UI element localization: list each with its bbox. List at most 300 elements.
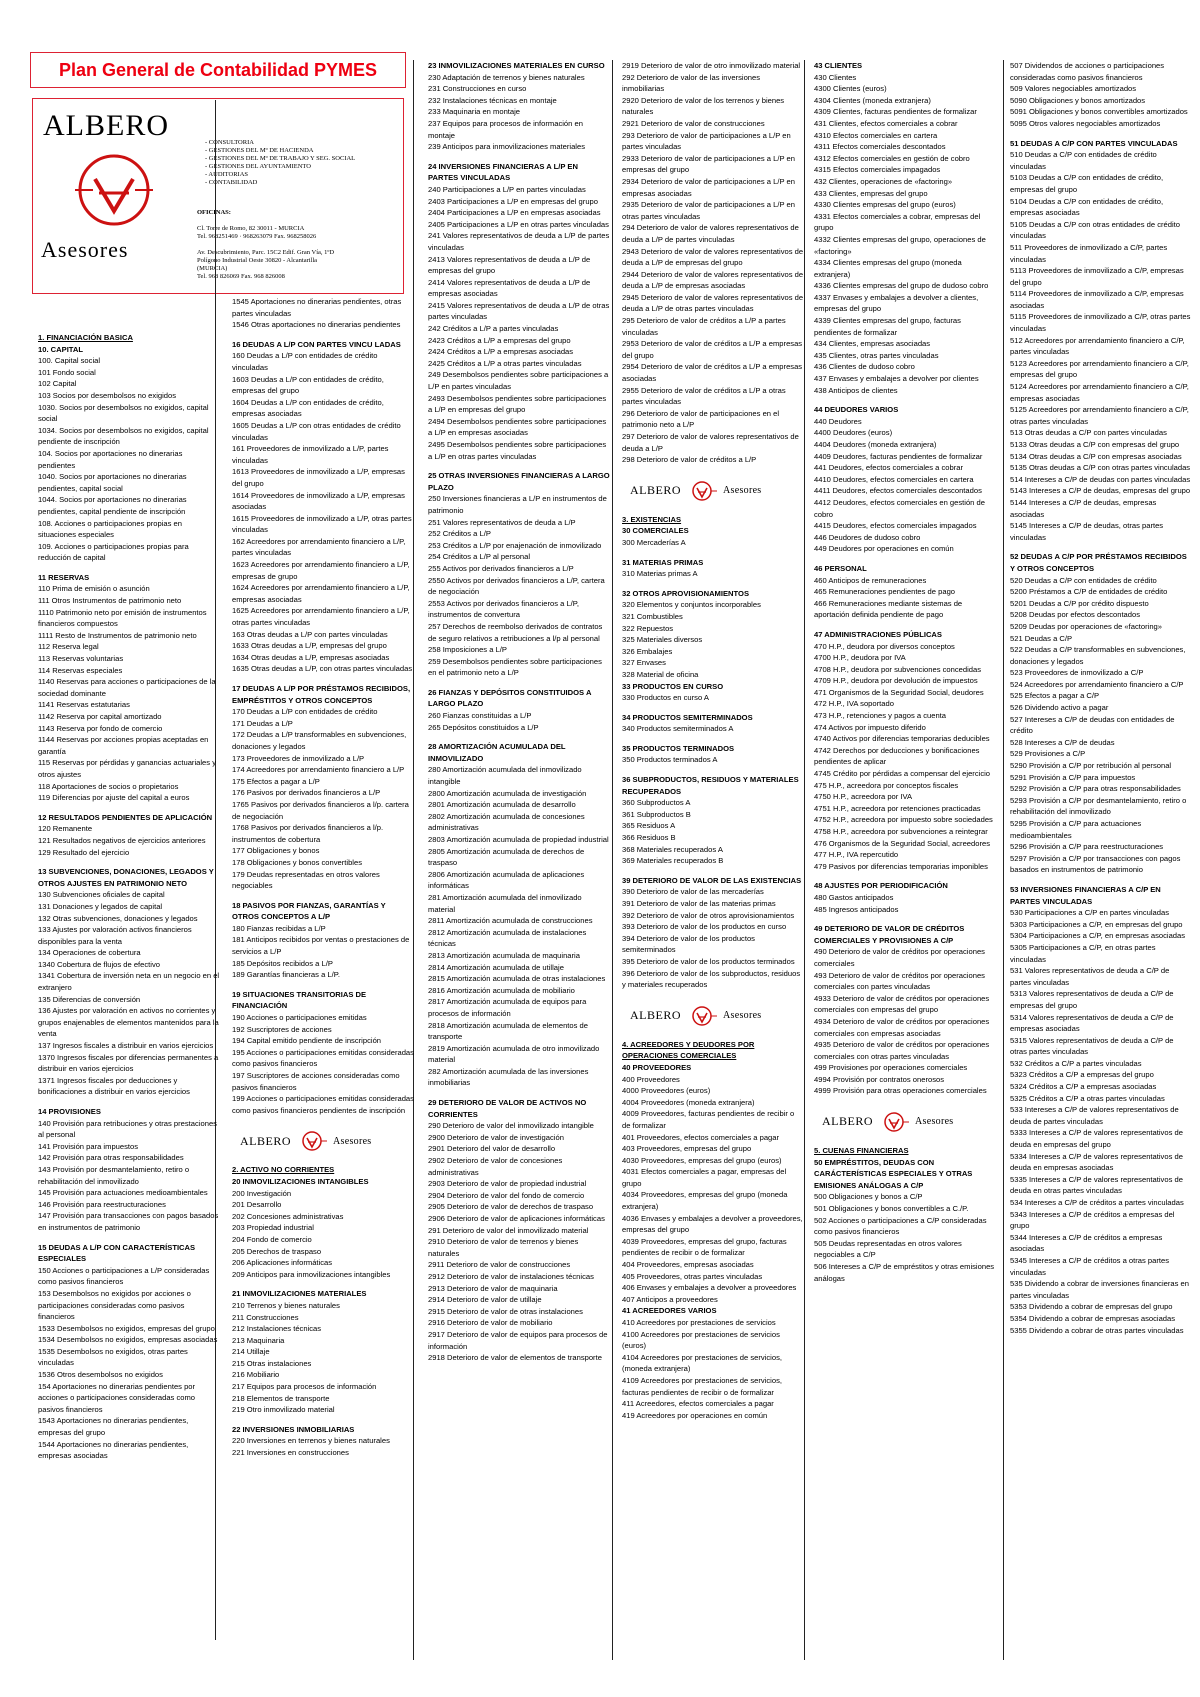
accounts-column-4 [622,60,804,1421]
account-entry: 101 Fondo social [38,367,96,377]
account-entry: 150 Acciones o participaciones a L/P consideradas como pasivos financieros [38,1265,210,1287]
account-entry: 511 Proveedores de inmovilizado a C/P, partes vinculadas [1010,242,1168,264]
account-entry: 4934 Deterioro de valor de créditos por operaciones comerciales con empresas asociadas [814,1016,990,1038]
account-entry: 2413 Valores representativos de deuda a L/P de empresas del grupo [428,254,591,276]
account-entry: 5333 Intereses a C/P de valores representativos de deuda en empresas del grupo [1010,1128,1183,1150]
account-entry: 2935 Deterioro de valor de participaciones a L/P en otras partes vinculadas [622,200,795,221]
account-entry: 5315 Valores representativos de deuda a C/P de otras partes vinculadas [1010,1035,1174,1057]
account-entry: 535 Dividendo a cobrar de inversiones financieras en partes vinculadas [1010,1279,1189,1300]
account-entry: 172 Deudas a L/P transformables en subvenciones, donaciones y legados [232,730,407,751]
brand-watermark-name: ALBERO [630,482,681,497]
account-entry: 217 Equipos para procesos de información [232,1382,377,1392]
account-entry: 5325 Créditos a C/P a otras partes vinculadas [1010,1093,1165,1103]
account-entry: 2817 Amortización acumulada de equipos para procesos de información [428,997,587,1018]
account-entry: 180 Fianzas recibidas a L/P [232,923,326,933]
account-entry: 215 Otras instalaciones [232,1358,312,1368]
services-list [205,139,355,187]
account-entry: 1604 Deudas a L/P con entidades de crédito, empresas asociadas [232,397,384,419]
account-entry: 134 Operaciones de cobertura [38,948,141,958]
account-entry: 340 Productos semiterminados A [622,724,734,734]
group-heading: 18 PASIVOS POR FIANZAS, GARANTÍAS Y OTROS CONCEPTOS A L/P [232,900,386,922]
account-entry: 411 Acreedores, efectos comerciales a pagar [622,1399,774,1409]
account-entry: 500 Obligaciones y bonos a C/P [814,1192,923,1202]
account-entry: 4309 Clientes, facturas pendientes de formalizar [814,107,977,117]
account-entry: 2553 Activos por derivados financieros a L/P, instrumentos de convertura [428,598,579,620]
account-entry: 109. Acciones o participaciones propias para reducción de capital [38,541,189,563]
account-entry: 4104 Acreedores por prestaciones de servicios, (moneda extranjera) [622,1352,782,1374]
offices-block [197,209,397,281]
account-entry: 2493 Desembolsos pendientes sobre participaciones a L/P en empresas del grupo [428,393,607,415]
account-entry: 204 Fondo de comercio [232,1234,312,1244]
account-entry: 1625 Acreedores por arrendamiento financiero a L/P, otras partes vinculadas [232,606,410,628]
account-entry: 240 Participaciones a L/P en partes vinculadas [428,184,586,194]
account-entry: 260 Fianzas constituidas a L/P [428,711,532,721]
account-entry: 1141 Reservas estatutarias [38,700,130,710]
account-entry: 4412 Deudores, efectos comerciales en gestión de cobro [814,497,985,519]
brand-emblem-icon [879,1111,909,1133]
account-entry: 162 Acreedores por arrendamiento financiero a L/P, partes vinculadas [232,536,406,558]
service-item: - GESTIONES DEL Mº DE TRABAJO Y SEG. SOCIAL [205,155,356,162]
account-entry: 5324 Créditos a C/P a empresas asociadas [1010,1082,1157,1092]
account-entry: 4935 Deterioro de valor de créditos por operaciones comerciales con otras partes vinculadas [814,1040,990,1061]
account-entry: 528 Intereses a C/P de deudas [1010,737,1115,747]
account-entry: 513 Otras deudas a C/P con partes vinculadas [1010,428,1167,438]
account-entry: 1142 Reserva por capital amortizado [38,712,162,721]
account-entry: 4750 H.P., acreedora por IVA [814,792,913,802]
account-entry: 1765 Pasivos por derivados financieros a l/p. cartera de negociación [232,799,409,821]
account-entry: 103 Socios por desembolsos no exigidos [38,390,177,400]
group-heading: 35 PRODUCTOS TERMINADOS [622,743,735,753]
account-entry: 179 Deudas representadas en otros valores negociables [232,869,380,891]
account-entry: 2495 Desembolsos pendientes sobre participaciones a L/P en otras partes vinculadas [428,440,607,461]
account-entry: 211 Construcciones [232,1312,299,1322]
account-entry: 119 Diferencias por ajuste del capital a euros [38,793,190,803]
service-item: - AUDITORIAS [205,171,249,178]
account-entry: 2910 Deterioro de valor de terrenos y bienes naturales [428,1237,579,1258]
column-divider [612,60,613,1660]
account-entry: 2943 Deterioro de valor de valores representativos de deuda a L/P de empresas del grupo [622,246,804,268]
logo-brand: ALBERO [43,109,169,142]
account-entry: 2818 Amortización acumulada de elementos de transporte [428,1020,588,1042]
account-entry: 2906 Deterioro de valor de aplicaciones informáticas [428,1214,605,1223]
account-entry: 1543 Aportaciones no dinerarias pendientes, empresas del grupo [38,1416,189,1438]
account-entry: 310 Materias primas A [622,569,698,579]
account-entry: 5297 Provisión a C/P por transacciones con pagos basados en instrumentos de patrimonio [1010,853,1181,875]
account-entry: 465 Remuneraciones pendientes de pago [814,587,956,597]
account-entry: 526 Dividendo activo a pagar [1010,703,1109,713]
accounts-column-2 [232,296,414,1459]
account-entry: 255 Activos por derivados financieros a L/P [428,563,574,573]
account-entry: 178 Obligaciones y bonos convertibles [232,857,363,867]
group-heading: 52 DEUDAS A C/P POR PRÉSTAMOS RECIBIDOS Y OTROS CONCEPTOS [1010,552,1187,573]
account-entry: 321 Combustibles [622,611,683,621]
column-divider [804,60,805,1660]
account-entry: 1613 Proveedores de inmovilizado a L/P, empresas del grupo [232,467,405,488]
group-heading: 34 PRODUCTOS SEMITERMINADOS [622,712,753,722]
account-entry: 501 Obligaciones y bonos convertibles a C./P. [814,1204,969,1214]
account-entry: 209 Anticipos para inmovilizaciones intangibles [232,1269,391,1279]
account-entry: 4409 Deudores, facturas pendientes de formalizar [814,451,983,461]
account-entry: 5335 Intereses a C/P de valores representativos de deuda en otras partes vinculadas [1010,1174,1183,1196]
account-entry: 432 Clientes, operaciones de «factoring» [814,176,953,186]
account-entry: 5304 Participaciones a C/P, en empresas asociadas [1010,931,1186,941]
account-entry: 2550 Activos por derivados financieros a L/P, cartera de negociación [428,575,605,597]
group-heading: 21 INMOVILIZACIONES MATERIALES [232,1289,367,1299]
account-entry: 4004 Proveedores (moneda extranjera) [622,1097,755,1107]
account-entry: 5200 Préstamos a C/P de entidades de crédito [1010,587,1168,597]
account-entry: 4751 H.P., acreedora por retenciones practicadas [814,803,981,813]
account-entry: 219 Otro inmovilizado material [232,1405,335,1415]
account-entry: 530 Participaciones a C/P en partes vinculadas [1010,908,1170,918]
account-entry: 410 Acreedores por prestaciones de servicios [622,1318,776,1327]
account-entry: 2813 Amortización acumulada de maquinaria [428,950,580,960]
account-entry: 407 Anticipos a proveedores [622,1294,718,1304]
account-entry: 2915 Deterioro de valor de otras instalaciones [428,1306,583,1316]
account-entry: 405 Proveedores, otras partes vinculadas [622,1271,763,1281]
account-entry: 5295 Provisión a C/P para actuaciones medioambientales [1010,819,1142,840]
account-entry: 1143 Reserva por fondo de comercio [38,723,163,733]
account-entry: 259 Desembolsos pendientes sobre participaciones en el patrimonio neto a L/P [428,656,602,678]
account-entry: 320 Elementos y conjuntos incorporables [622,600,761,610]
account-entry: 490 Deterioro de valor de créditos por operaciones comerciales [814,947,985,968]
account-entry: 1534 Desembolsos no exigidos, empresas asociadas [38,1335,218,1345]
account-entry: 2800 Amortización acumulada de investigación [428,788,587,798]
account-entry: 290 Deterioro de valor del inmovilizado intangible [428,1121,594,1131]
account-entry: 5125 Acreedores por arrendamiento financiero a C/P, otras partes vinculadas [1010,405,1189,426]
group-heading: 53 INVERSIONES FINANCIERAS A C/P EN PARTES VINCULADAS [1010,884,1161,906]
group-heading: 23 INMOVILIZACIONES MATERIALES EN CURSO [428,61,605,70]
account-entry: 406 Envases y embalajes a devolver a proveedores [622,1283,797,1293]
account-entry: 473 H.P., retenciones y pagos a cuenta [814,711,946,721]
account-entry: 4700 H.P., deudora por IVA [814,653,906,663]
account-entry: 5104 Deudas a C/P con entidades de crédito, empresas asociadas [1010,196,1164,218]
account-entry: 474 Activos por impuesto diferido [814,722,926,732]
account-entry: 529 Provisiones a C/P [1010,749,1086,759]
account-entry: 2424 Créditos a L/P a empresas asociadas [428,347,574,357]
account-entry: 265 Depósitos constituidos a L/P [428,722,539,732]
section-title: 2. ACTIVO NO CORRIENTES [232,1165,335,1175]
account-entry: 4039 Proveedores, empresas del grupo, facturas pendientes de recibir o de formalizar [622,1236,787,1258]
account-entry: 485 Ingresos anticipados [814,904,899,914]
account-entry: 5345 Intereses a C/P de créditos a otras partes vinculadas [1010,1255,1169,1277]
account-entry: 4404 Deudores (moneda extranjera) [814,440,937,449]
account-entry: 160 Deudas a L/P con entidades de crédito vinculadas [232,351,378,372]
section-title: 5. CUENAS FINANCIERAS [814,1146,909,1156]
account-entry: 298 Deterioro de valor de créditos a L/P [622,455,757,465]
account-entry: 4999 Provisión para otras operaciones comerciales [814,1086,987,1096]
account-entry: 173 Proveedores de inmovilizado a L/P [232,753,365,763]
account-entry: 532 Créditos a C/P a partes vinculadas [1010,1058,1142,1068]
account-entry: 171 Deudas a L/P [232,718,293,728]
account-entry: 199 Acciones o participaciones emitidas consideradas como pasivos financieros pendientes de inscripción [232,1094,414,1115]
account-entry: 5123 Acreedores por arrendamiento financiero a C/P, empresas del grupo [1010,358,1189,380]
account-entry: 185 Depósitos recibidos a L/P [232,958,333,968]
account-entry: 5115 Proveedores de inmovilizado a C/P, otras partes vinculadas [1010,312,1191,334]
account-entry: 477 H.P., IVA repercutido [814,850,899,860]
account-entry: 5313 Valores representativos de deuda a C/P de empresas del grupo [1010,989,1174,1010]
service-item: - GESTIONES DEL Mº DE HACIENDA [205,147,314,154]
account-entry: 2920 Deterioro de valor de los terrenos y bienes naturales [622,95,785,117]
account-entry: 419 Acreedores por operaciones en común [622,1410,768,1420]
account-entry: 192 Suscriptores de acciones [232,1024,332,1034]
account-entry: 242 Créditos a L/P a partes vinculadas [428,324,559,334]
account-entry: 2944 Deterioro de valor de valores representativos de deuda a L/P de empresas asociadas [622,269,804,291]
account-entry: 1614 Proveedores de inmovilizado a L/P, empresas asociadas [232,490,405,512]
service-item: - CONTABILIDAD [205,179,258,186]
account-entry: 441 Deudores, efectos comerciales a cobrar [814,463,963,473]
account-entry: 133 Ajustes por valoración activos financieros disponibles para la venta [38,925,192,946]
account-entry: 1110 Patrimonio neto por emisión de instrumentos financieros compuestos [38,607,207,629]
account-entry: 2901 Deterioro del valor de desarrollo [428,1144,556,1154]
account-entry: 531 Valores representativos de deuda a C/P de partes vinculadas [1010,966,1170,987]
account-entry: 527 Intereses a C/P de deudas con entidades de crédito [1010,714,1175,736]
account-entry: 295 Deterioro de valor de créditos a L/P a partes vinculadas [622,316,786,337]
account-entry: 5354 Dividendo a cobrar de empresas asociadas [1010,1313,1176,1323]
account-entry: 254 Créditos a L/P al personal [428,552,531,562]
account-entry: 512 Acreedores por arrendamiento financiero a C/P, partes vinculadas [1010,335,1185,357]
account-entry: 1044. Socios por aportaciones no dinerarias pendientes, capital pendiente de inscripción [38,495,187,516]
account-entry: 175 Efectos a pagar a L/P [232,776,320,786]
account-entry: 4745 Crédito por pérdidas a compensar del ejercicio [814,769,991,779]
account-entry: 4709 H.P., deudora por devolución de impuestos [814,676,978,686]
account-entry: 181 Anticipos recibidos por ventas o prestaciones de servicios a L/P [232,935,410,957]
account-entry: 5133 Otras deudas a C/P con empresas del grupo [1010,440,1180,449]
account-entry: 4331 Efectos comerciales a cobrar, empresas del grupo [814,211,981,233]
account-entry: 392 Deterioro de valor de otros aprovisionamientos [622,910,795,920]
account-entry: 1030. Socios por desembolsos no exigidos, capital social [38,402,209,424]
account-entry: 5303 Participaciones a C/P, en empresas del grupo [1010,919,1183,929]
account-entry: 1615 Proveedores de inmovilizado a L/P, otras partes vinculadas [232,513,412,535]
account-entry: 1536 Otros desembolsos no exigidos [38,1370,163,1380]
account-entry: 102 Capital [38,379,77,389]
accounts-column-3 [428,60,610,1364]
account-entry: 4742 Derechos por deducciones y bonificaciones pendientes de aplicar [814,745,980,767]
account-entry: 4994 Provisión por contratos onerosos [814,1074,945,1084]
account-entry: 4400 Deudores (euros) [814,428,893,438]
brand-watermark-sub: Asesores [723,484,762,496]
account-entry: 2816 Amortización acumulada de mobiliario [428,985,575,995]
account-entry: 143 Provisión por desmantelamiento, retiro o rehabilitación del inmovilizado [38,1164,190,1186]
account-entry: 505 Deudas representadas en otros valores negociables a C/P [814,1238,962,1260]
account-entry: 4034 Proveedores, empresas del grupo (moneda extranjera) [622,1190,788,1212]
group-heading: 41 ACREEDORES VARIOS [622,1306,717,1316]
account-entry: 2403 Participaciones a L/P en empresas del grupo [428,196,598,206]
account-entry: 325 Materiales diversos [622,635,703,645]
account-entry: 510 Deudas a C/P con entidades de crédito vinculadas [1010,150,1157,171]
account-entry: 194 Capital emitido pendiente de inscripción [232,1036,382,1046]
account-entry: 327 Envases [622,658,666,668]
account-entry: 220 Inversiones en terrenos y bienes naturales [232,1436,390,1446]
account-entry: 114 Reservas especiales [38,665,123,675]
account-entry: 252 Créditos a L/P [428,529,491,539]
account-entry: 233 Maquinaria en montaje [428,107,521,117]
account-entry: 4030 Proveedores, empresas del grupo (euros) [622,1155,782,1165]
account-entry: 472 H.P., IVA soportado [814,699,894,709]
account-entry: 2919 Deterioro de valor de otro inmovilizado material [622,61,801,70]
group-heading: 12 RESULTADOS PENDIENTES DE APLICACIÓN [38,812,213,822]
group-heading: 10. CAPITAL [38,344,84,354]
account-entry: 433 Clientes, empresas del grupo [814,188,928,198]
account-entry: 5134 Otras deudas a C/P con empresas asociadas [1010,451,1182,461]
brand-watermark [630,1005,804,1027]
group-heading: 25 OTRAS INVERSIONES FINANCIERAS A LARGO PLAZO [428,471,610,492]
account-entry: 2425 Créditos a L/P a otras partes vinculadas [428,358,582,368]
account-entry: 115 Reservas por pérdidas y ganancias actuariales y otros ajustes [38,758,216,779]
account-entry: 1633 Otras deudas a L/P, empresas del grupo [232,641,387,651]
account-entry: 145 Provisión para actuaciones medioambientales [38,1188,208,1198]
group-heading: 46 PERSONAL [814,563,867,573]
brand-emblem-icon [687,1005,717,1027]
account-entry: 5095 Otros valores negociables amortizados [1010,118,1161,128]
account-entry: 110 Prima de emisión o asunción [38,584,150,594]
account-entry: 365 Residuos A [622,821,676,831]
account-entry: 239 Anticipos para inmovilizaciones materiales [428,142,586,152]
account-entry: 524 Acreedores por arrendamiento financiero a C/P [1010,679,1184,689]
account-entry: 5124 Acreedores por arrendamiento financiero a C/P, empresas asociadas [1010,382,1189,403]
account-entry: 2806 Amortización acumulada de aplicaciones informáticas [428,869,585,891]
account-entry: 2802 Amortización acumulada de concesiones administrativas [428,811,585,833]
account-entry: 2904 Deterioro de valor del fondo de comercio [428,1190,585,1200]
account-entry: 137 Ingresos fiscales a distribuir en varios ejercicios [38,1041,214,1051]
account-entry: 5135 Otras deudas a C/P con otras partes vinculadas [1010,463,1191,473]
group-heading: 22 INVERSIONES INMOBILIARIAS [232,1424,355,1434]
account-entry: 108. Acciones o participaciones propias en situaciones especiales [38,518,182,540]
account-entry: 2918 Deterioro de valor de elementos de transporte [428,1353,602,1363]
account-entry: 4410 Deudores, efectos comerciales en cartera [814,474,974,484]
account-entry: 170 Deudas a L/P con entidades de crédito [232,707,378,717]
account-entry: 249 Desembolsos pendientes sobre participaciones a L/P en partes vinculadas [428,370,609,392]
account-entry: 1605 Deudas a L/P con otras entidades de crédito vinculadas [232,420,401,442]
account-entry: 328 Material de oficina [622,669,699,679]
account-entry: 2494 Desembolsos pendientes sobre participaciones a L/P en empresas asociadas [428,416,607,438]
group-heading: 24 INVERSIONES FINANCIERAS A L/P EN PARTES VINCULADAS [428,161,578,183]
group-heading: 31 MATERIAS PRIMAS [622,557,704,567]
group-heading: 40 PROVEEDORES [622,1062,692,1072]
account-entry: 280 Amortización acumulada del inmovilizado intangible [428,765,582,787]
account-entry: 5290 Provisión a C/P por retribución al personal [1010,761,1172,771]
account-entry: 4337 Envases y embalajes a devolver a clientes, empresas del grupo [814,292,979,314]
brand-watermark-sub: Asesores [915,1116,954,1128]
account-entry: 366 Residuos B [622,833,676,843]
account-entry: 201 Desarrollo [232,1200,282,1210]
account-entry: 129 Resultado del ejercicio [38,847,130,857]
account-entry: 520 Deudas a C/P con entidades de crédito [1010,575,1157,585]
account-entry: 282 Amortización acumulada de las inversiones inmobiliarias [428,1066,589,1088]
group-heading: 30 COMERCIALES [622,526,689,536]
account-entry: 2914 Deterioro de valor de utillaje [428,1295,542,1305]
account-entry: 2811 Amortización acumulada de construcciones [428,916,593,926]
account-entry: 4315 Efectos comerciales impagados [814,165,941,175]
account-entry: 1624 Acreedores por arrendamiento financiero a L/P, empresas asociadas [232,583,410,604]
account-entry: 189 Garantías financieras a L/P. [232,970,340,980]
account-entry: 4009 Proveedores, facturas pendientes de recibir o de formalizar [622,1109,795,1130]
office2-estate: Polígono Industrial Oeste 30820 - Alcantarilla [197,257,318,264]
account-entry: 5090 Obligaciones y bonos amortizados [1010,95,1146,105]
account-entry: 4304 Clientes (moneda extranjera) [814,95,931,105]
account-entry: 154 Aportaciones no dinerarias pendientes por acciones o participaciones consideradas como pasivos financieros [38,1381,196,1414]
account-entry: 5334 Intereses a C/P de valores representativos de deuda en empresas asociadas [1010,1151,1183,1173]
account-entry: 5355 Dividendo a cobrar de otras partes vinculadas [1010,1325,1184,1335]
account-entry: 471 Organismos de la Seguridad Social, deudores [814,687,984,697]
account-entry: 131 Donaciones y legados de capital [38,901,163,911]
account-entry: 213 Maquinaria [232,1335,285,1345]
account-entry: 4330 Clientes empresas del grupo (euros) [814,200,956,210]
account-entry: 147 Provisión para transacciones con pagos basados en instrumentos de patrimonio [38,1211,219,1232]
brand-emblem-icon [297,1130,327,1152]
account-entry: 4300 Clientes (euros) [814,84,887,94]
account-entry: 2954 Deterioro de valor de créditos a L/P a empresas asociadas [622,362,803,384]
group-heading: 29 DETERIORO DE VALOR DE ACTIVOS NO CORRIENTES [428,1098,587,1119]
brand-watermark-name: ALBERO [240,1133,291,1148]
account-entry: 174 Acreedores por arrendamiento financiero a L/P [232,765,405,775]
account-entry: 5114 Proveedores de inmovilizado a C/P, empresas asociadas [1010,289,1184,310]
account-entry: 202 Concesiones administrativas [232,1211,344,1221]
account-entry: 132 Otras subvenciones, donaciones y legados [38,913,198,923]
account-entry: 350 Productos terminados A [622,755,718,765]
account-entry: 435 Clientes, otras partes vinculadas [814,350,939,360]
account-entry: 5145 Intereses a C/P de deudas, otras partes vinculadas [1010,521,1164,542]
account-entry: 146 Provisión para reestructuraciones [38,1199,166,1209]
account-entry: 2903 Deterioro de valor de propiedad industrial [428,1179,587,1189]
account-entry: 476 Organismos de la Seguridad Social, acreedores [814,838,991,848]
group-heading: 14 PROVISIONES [38,1107,101,1116]
account-entry: 393 Deterioro de valor de los productos en curso [622,922,787,932]
section-title: 3. EXISTENCIAS [622,514,682,524]
account-entry: 480 Gastos anticipados [814,892,894,902]
account-entry: 253 Créditos a L/P por enajenación de inmovilizado [428,540,602,550]
group-heading: 48 AJUSTES POR PERIODIFICACIÓN [814,881,948,891]
group-heading: 51 DEUDAS A C/P CON PARTES VINCULADAS [1010,138,1178,148]
account-entry: 1546 Otras aportaciones no dinerarias pendientes [232,320,401,330]
account-entry: 403 Proveedores, empresas del grupo [622,1144,752,1154]
account-entry: 2803 Amortización acumulada de propiedad industrial [428,835,609,844]
account-entry: 1535 Desembolsos no exigidos, otras partes vinculadas [38,1346,188,1368]
section-title: 1. FINANCIACIÓN BASICA [38,333,133,342]
account-entry: 4758 H.P., acreedora por subvenciones a reintegrar [814,827,988,836]
brand-watermark [822,1111,996,1133]
account-entry: 502 Acciones o participaciones a C/P consideradas como pasivos financieros [814,1215,987,1237]
account-entry: 509 Valores negociables amortizados [1010,84,1137,94]
account-entry: 525 Efectos a pagar a C/P [1010,691,1100,701]
account-entry: 237 Equipos para procesos de información en montaje [428,118,583,140]
account-entry: 5343 Intereses a C/P de créditos a empresas del grupo [1010,1209,1175,1231]
account-entry: 4036 Envases y embalajes a devolver a proveedores, empresas del grupo [622,1213,803,1235]
account-entry: 5105 Deudas a C/P con otras entidades de crédito vinculadas [1010,219,1180,241]
group-heading: 47 ADMINISTRACIONES PÚBLICAS [814,629,942,639]
group-heading: 26 FIANZAS Y DEPÓSITOS CONSTITUIDOS A LARGO PLAZO [428,687,592,709]
account-entry: 4031 Efectos comerciales a pagar, empresas del grupo [622,1167,787,1188]
account-entry: 2415 Valores representativos de deuda a L/P de otras partes vinculadas [428,300,610,322]
account-entry: 2955 Deterioro de valor de créditos a L/P a otras partes vinculadas [622,385,786,407]
account-entry: 177 Obligaciones y bonos [232,846,320,856]
account-entry: 5143 Intereses a C/P de deudas, empresas del grupo [1010,486,1191,496]
account-entry: 4752 H.P., acreedora por impuesto sobre sociedades [814,815,993,825]
account-entry: 4312 Efectos comerciales en gestión de cobro [814,153,970,163]
account-entry: 141 Provisión para impuestos [38,1141,139,1151]
accounts-column-1 [38,322,220,1462]
account-entry: 390 Deterioro de valor de las mercaderías [622,887,764,897]
account-entry: 2812 Amortización acumulada de instalaciones técnicas [428,927,587,949]
account-entry: 113 Reservas voluntarias [38,654,124,664]
account-entry: 121 Resultados negativos de ejercicios anteriores [38,835,206,845]
account-entry: 2921 Deterioro de valor de construcciones [622,118,765,128]
account-entry: 210 Terrenos y bienes naturales [232,1300,340,1310]
account-entry: 2805 Amortización acumulada de derechos de traspaso [428,846,585,868]
office2-city: (MURCIA) [197,265,228,272]
document-title: Plan General de Contabilidad PYMES [58,59,378,80]
account-entry: 5209 Deudas por operaciones de «factoring» [1010,621,1162,631]
account-entry: 2815 Amortización acumulada de otras instalaciones [428,974,606,984]
